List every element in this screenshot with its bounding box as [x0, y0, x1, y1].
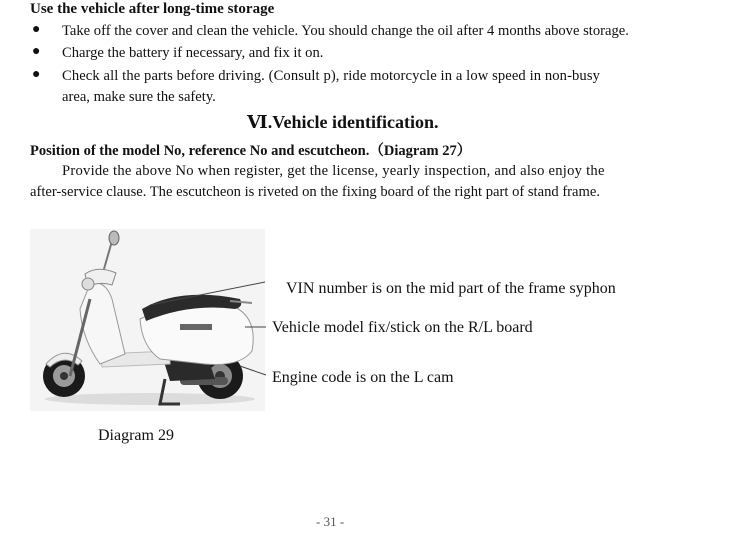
model-callout: Vehicle model fix/stick on the R/L board — [272, 319, 533, 336]
page-number: - 31 - — [316, 514, 345, 529]
paragraph-line-2: after-service clause. The escutcheon is riveted on the fixing board of the right part of stand frame. — [30, 184, 600, 200]
figure-caption: Diagram 29 — [98, 427, 174, 444]
storage-title: Use the vehicle after long-time storage — [30, 1, 275, 17]
storage-bullet-2: Charge the battery if necessary, and fix it on. — [62, 45, 324, 61]
bullet-dot: ● — [32, 22, 41, 37]
vin-callout: VIN number is on the mid part of the frame syphon — [286, 280, 616, 297]
storage-bullet-3: Check all the parts before driving. (Consult p), ride motorcycle in a low speed in non-busy — [62, 68, 600, 84]
storage-bullet-1: Take off the cover and clean the vehicle. You should change the oil after 4 months above storage. — [62, 23, 629, 39]
bullet-dot: ● — [32, 44, 41, 59]
section-title: Ⅵ.Vehicle identification. — [247, 112, 439, 132]
engine-callout: Engine code is on the L cam — [272, 369, 454, 386]
paragraph-line-1: Provide the above No when register, get the license, yearly inspection, and also enjoy the — [62, 163, 605, 179]
scooter-photo — [30, 229, 265, 411]
position-line: Position of the model No, reference No and escutcheon.（Diagram 27） — [30, 143, 472, 159]
bullet-dot: ● — [32, 67, 41, 82]
storage-bullet-3-continued: area, make sure the safety. — [62, 89, 216, 105]
